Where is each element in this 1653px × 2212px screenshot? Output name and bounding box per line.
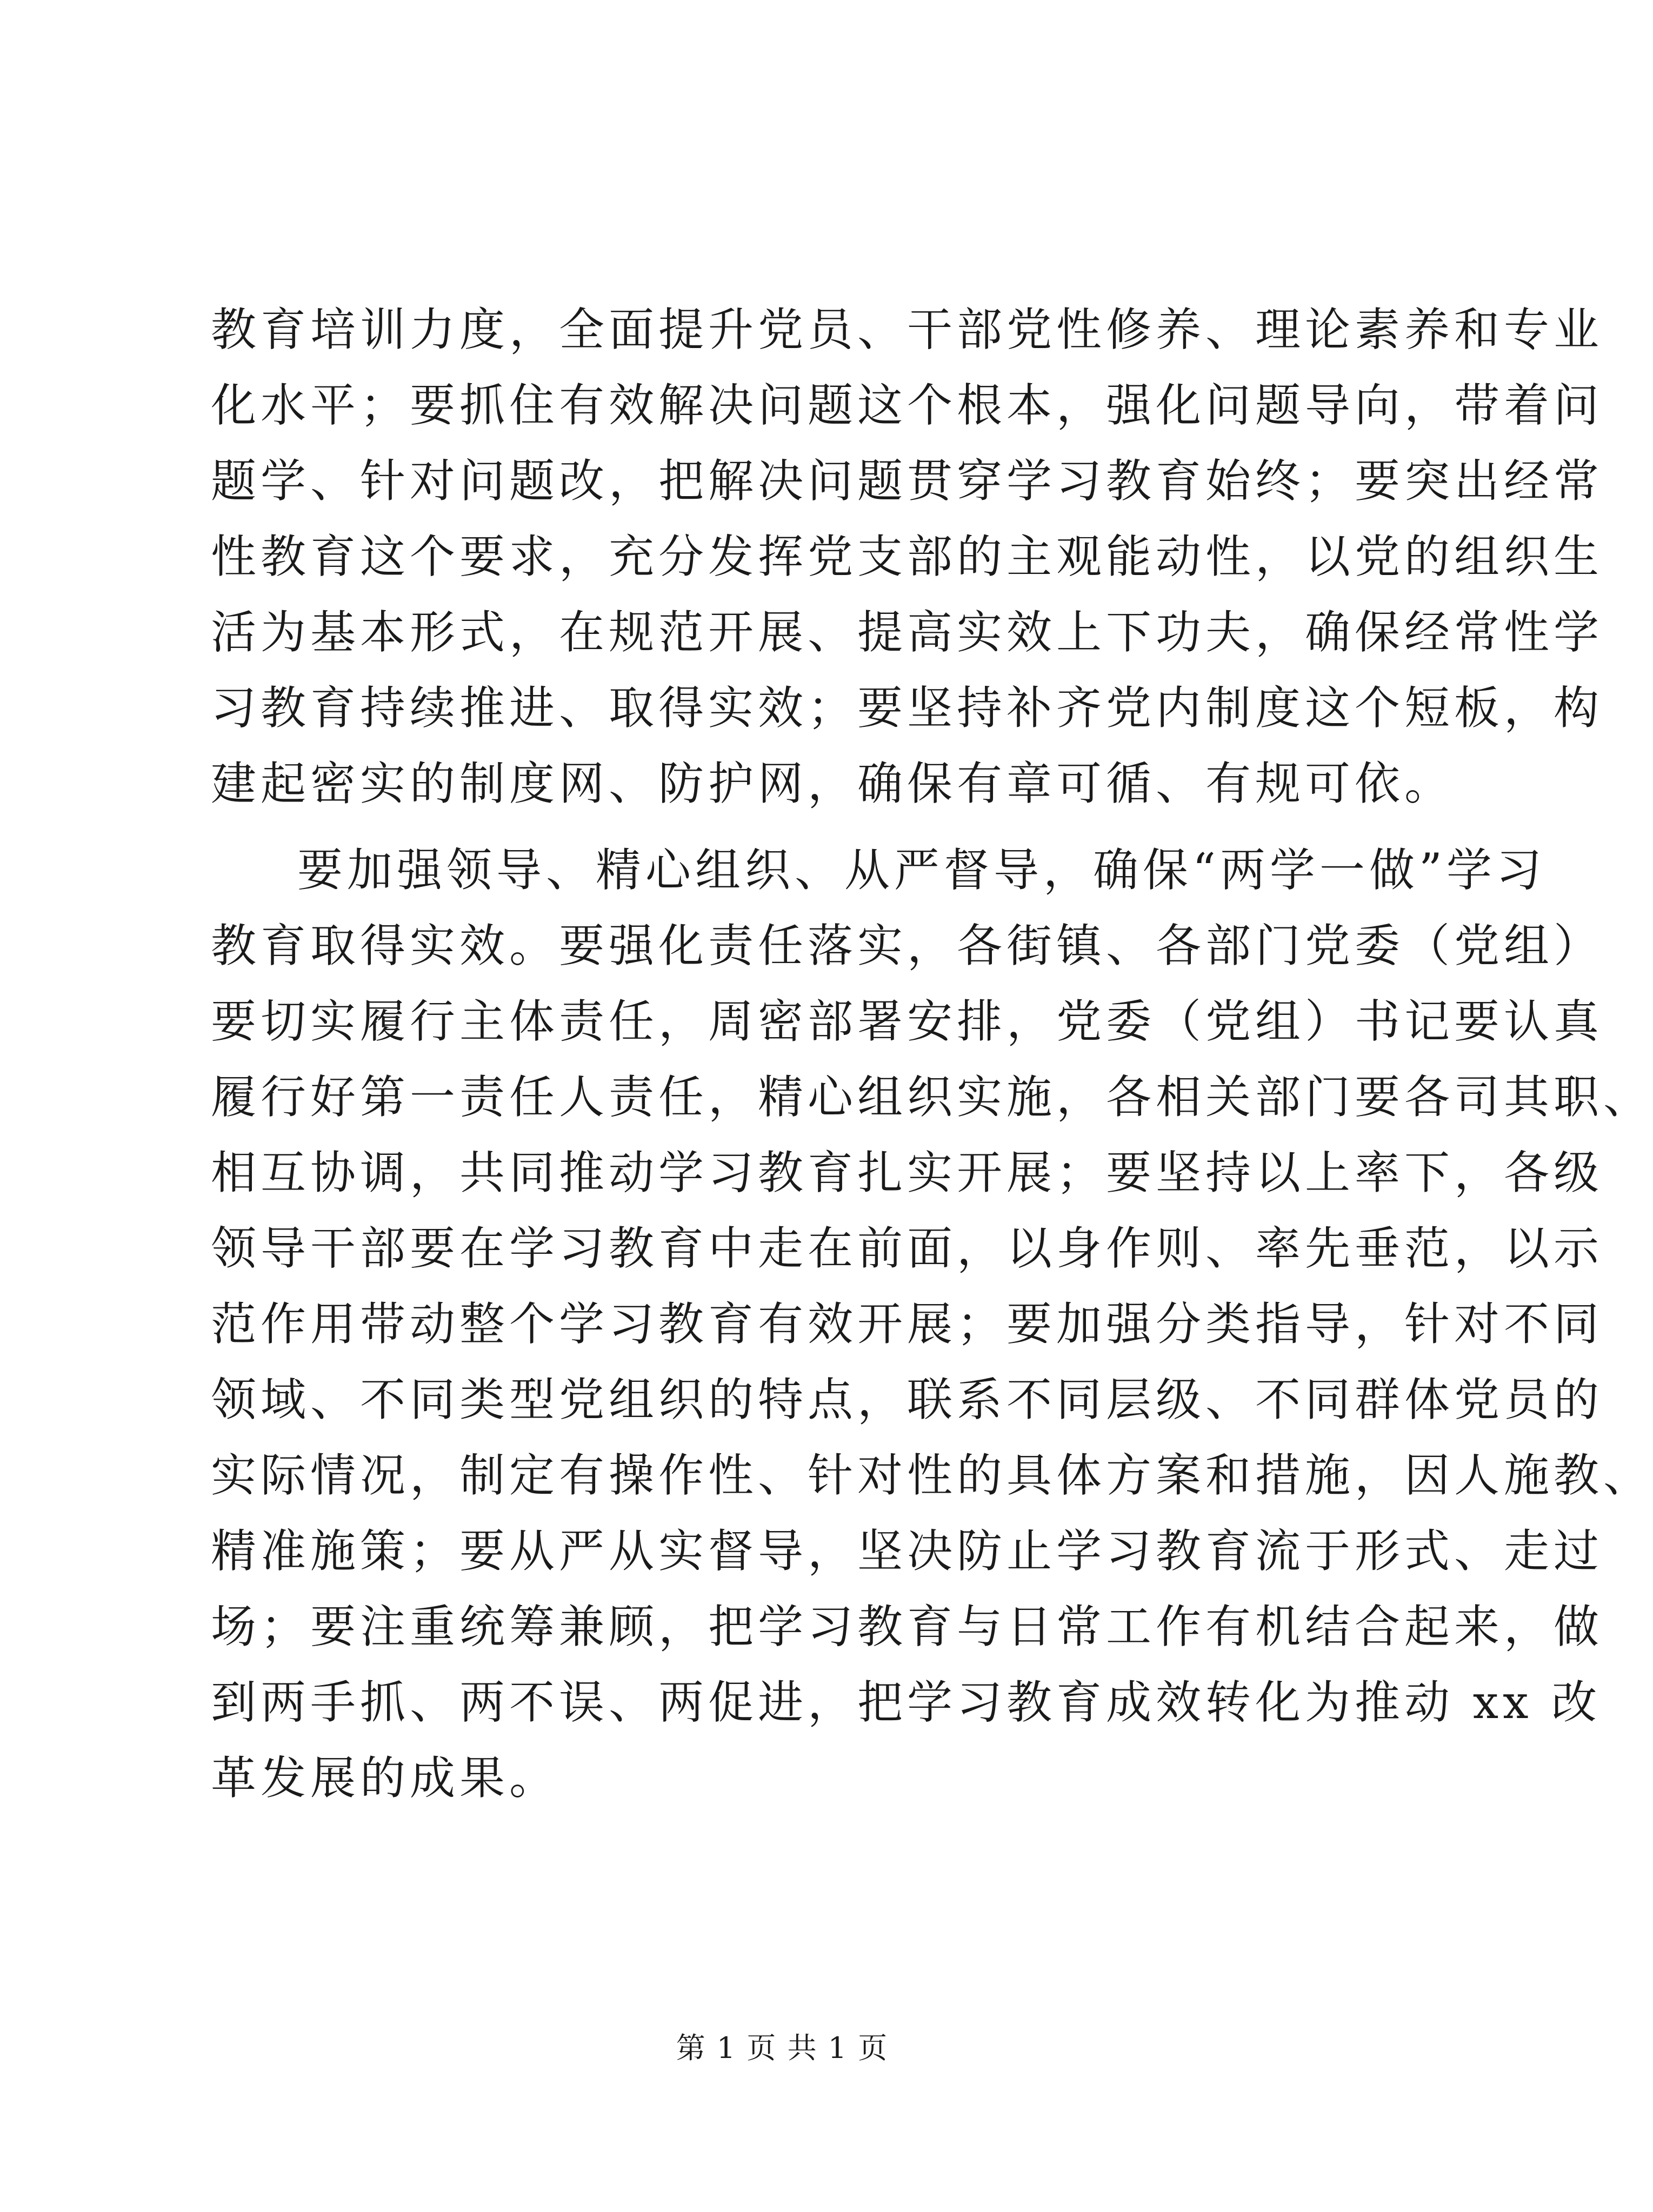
paragraph-1-line-7: 建起密实的制度网、防护网，确保有章可循、有规可依。 <box>211 757 1455 810</box>
paragraph-1-line-4: 性教育这个要求，充分发挥党支部的主观能动性，以党的组织生 <box>211 530 1604 583</box>
paragraph-2-line-7: 范作用带动整个学习教育有效开展；要加强分类指导，针对不同 <box>211 1298 1604 1351</box>
paragraph-2-line-1: 要加强领导、精心组织、从严督导，确保“两学一做”学习 <box>297 844 1546 897</box>
paragraph-1-line-6: 习教育持续推进、取得实效；要坚持补齐党内制度这个短板，构 <box>211 681 1604 734</box>
paragraph-2-line-12: 到两手抓、两不误、两促进，把学习教育成效转化为推动 xx 改 <box>211 1676 1602 1729</box>
paragraph-2-line-9: 实际情况，制定有操作性、针对性的具体方案和措施，因人施教、 <box>211 1449 1653 1502</box>
page-number-footer: 第 1 页 共 1 页 <box>676 2031 889 2065</box>
paragraph-1-line-1: 教育培训力度，全面提升党员、干部党性修养、理论素养和专业 <box>211 303 1604 356</box>
paragraph-1-line-2: 化水平；要抓住有效解决问题这个根本，强化问题导向，带着问 <box>211 379 1604 432</box>
paragraph-2-line-13: 革发展的成果。 <box>211 1752 559 1805</box>
paragraph-2-line-2: 教育取得实效。要强化责任落实，各街镇、各部门党委（党组） <box>211 919 1604 972</box>
paragraph-1-line-3: 题学、针对问题改，把解决问题贯穿学习教育始终；要突出经常 <box>211 455 1604 507</box>
paragraph-1-line-5: 活为基本形式，在规范开展、提高实效上下功夫，确保经常性学 <box>211 606 1604 659</box>
paragraph-2-line-10: 精准施策；要从严从实督导，坚决防止学习教育流于形式、走过 <box>211 1525 1604 1578</box>
paragraph-2-line-3: 要切实履行主体责任，周密部署安排，党委（党组）书记要认真 <box>211 995 1604 1048</box>
paragraph-2-line-6: 领导干部要在学习教育中走在前面，以身作则、率先垂范，以示 <box>211 1222 1604 1275</box>
paragraph-2-line-8: 领域、不同类型党组织的特点，联系不同层级、不同群体党员的 <box>211 1373 1604 1426</box>
paragraph-2-line-5: 相互协调，共同推动学习教育扎实开展；要坚持以上率下，各级 <box>211 1146 1604 1199</box>
paragraph-2-line-4: 履行好第一责任人责任，精心组织实施，各相关部门要各司其职、 <box>211 1071 1653 1124</box>
paragraph-2-line-11: 场；要注重统筹兼顾，把学习教育与日常工作有机结合起来，做 <box>211 1600 1604 1653</box>
